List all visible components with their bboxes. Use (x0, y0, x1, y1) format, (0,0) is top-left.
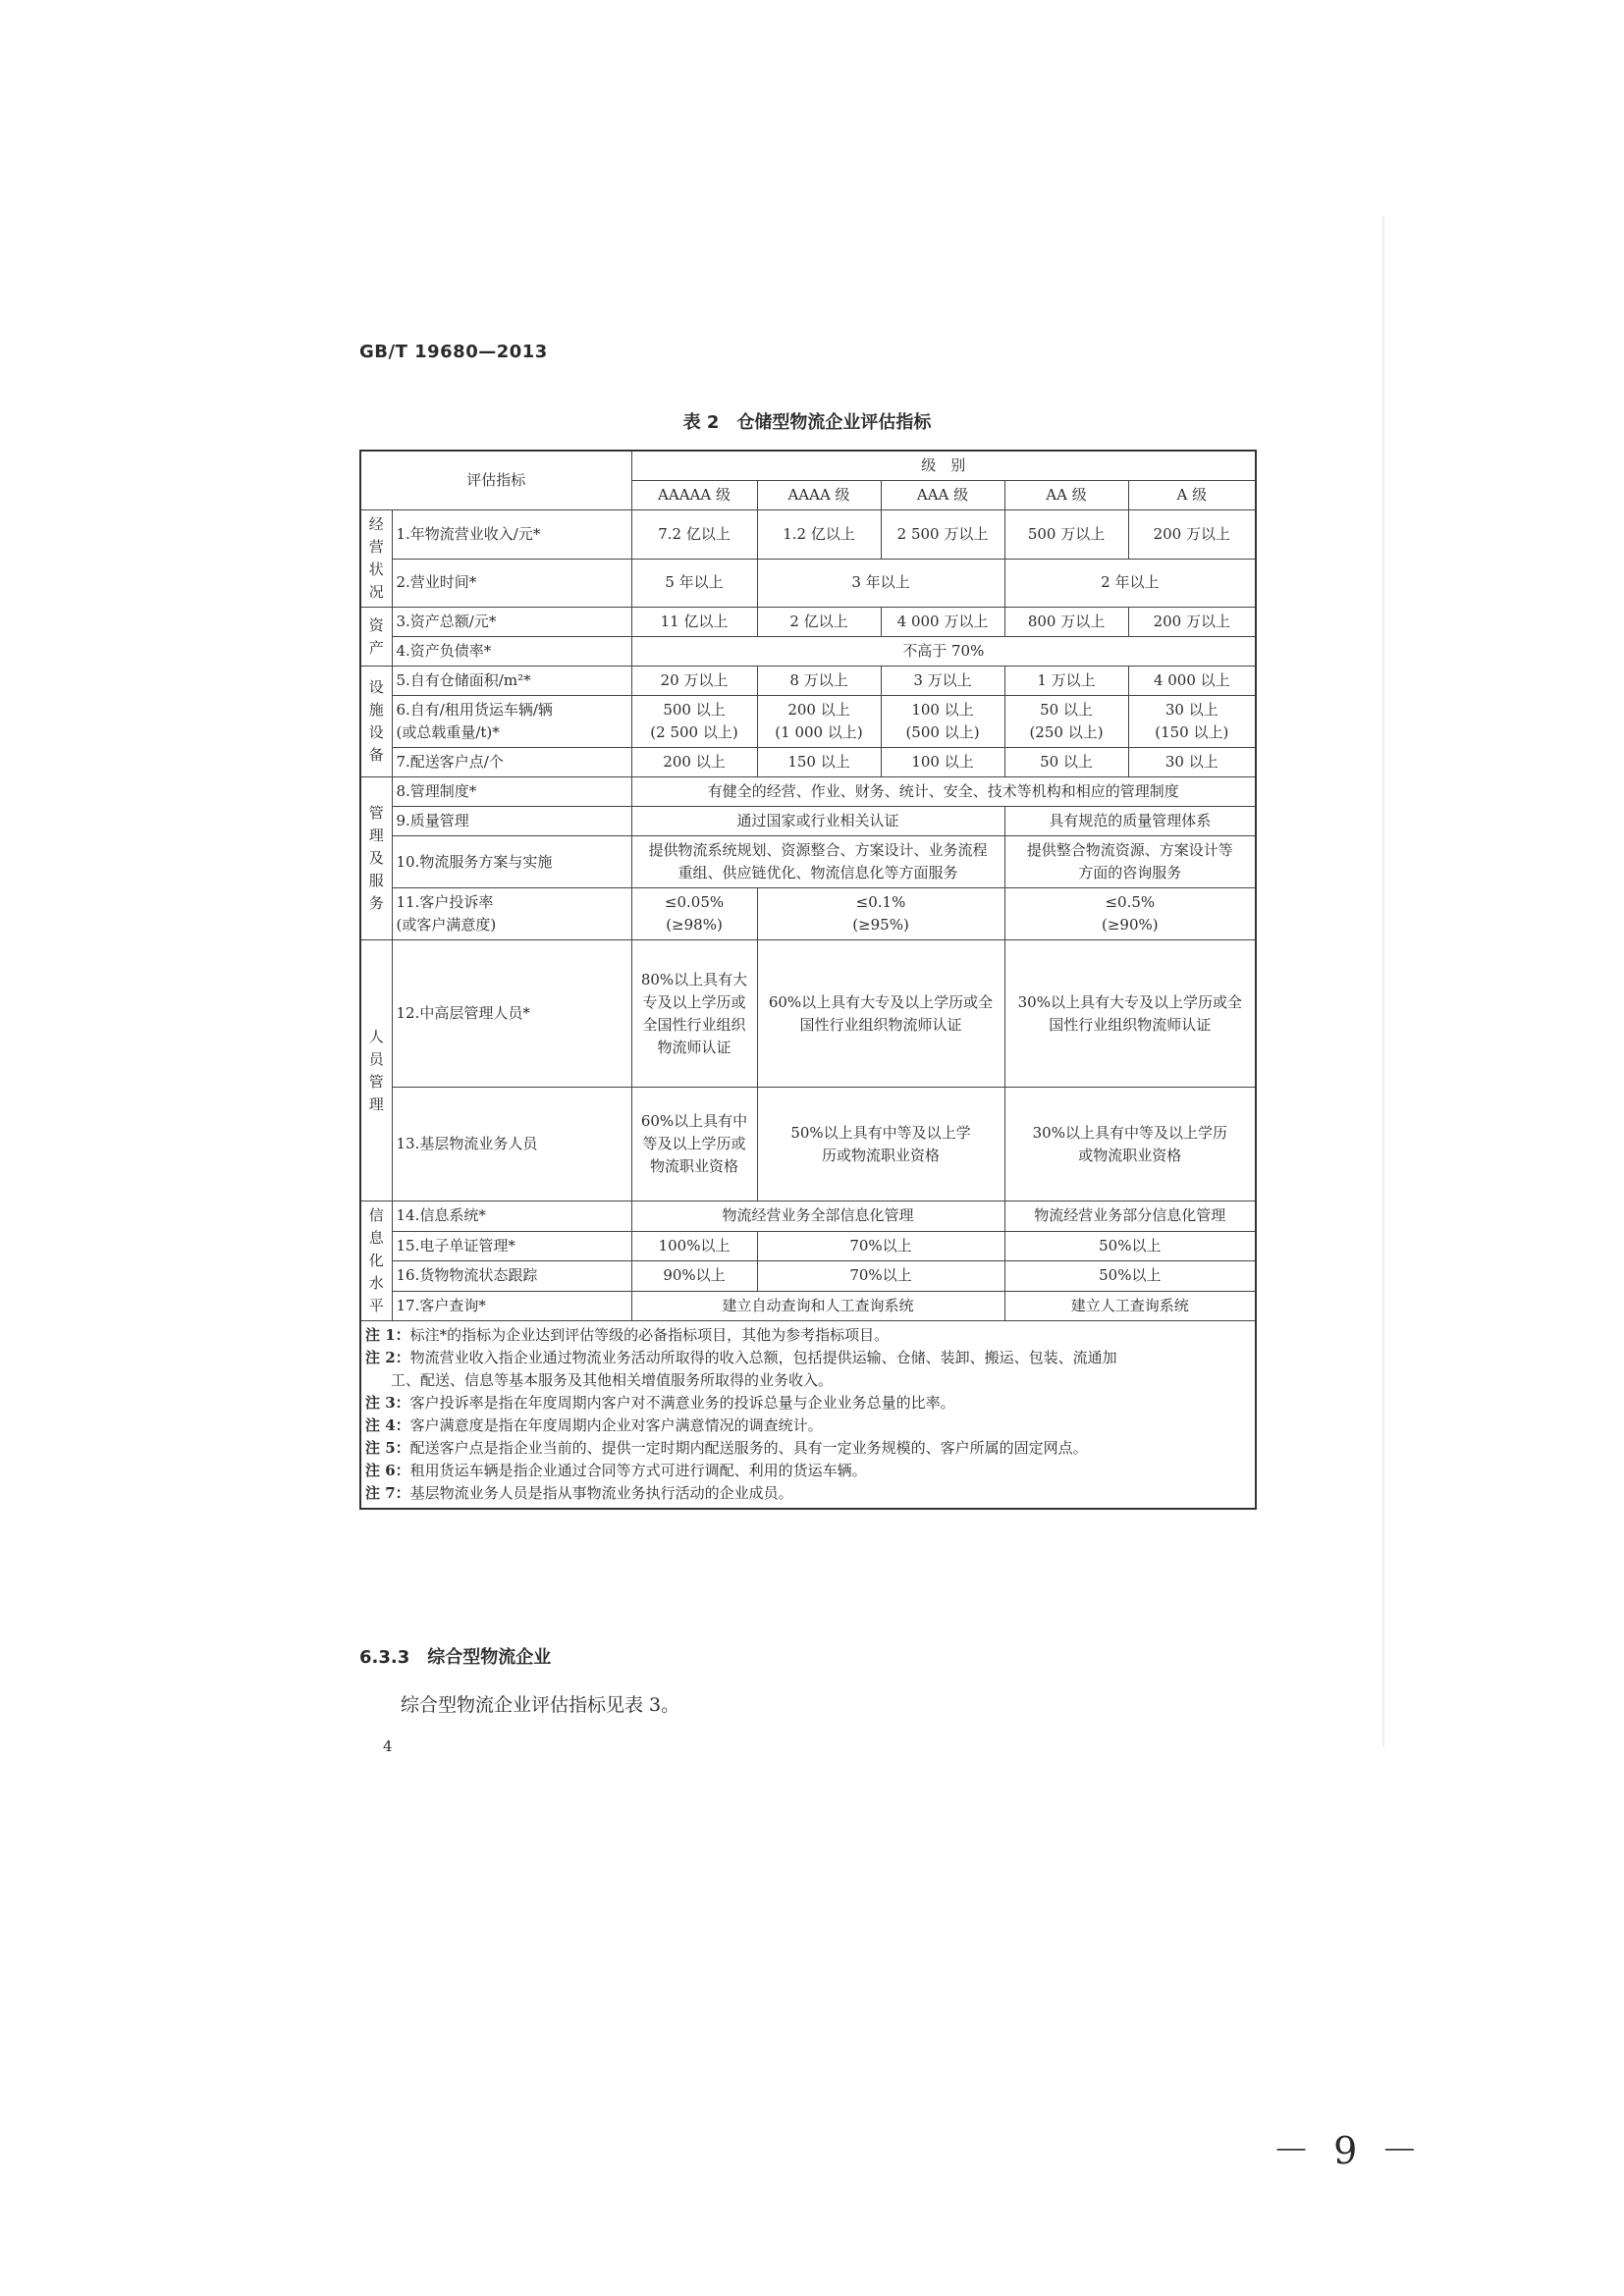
table-cell: 8 万以上 (757, 667, 881, 696)
table-cell: 500 万以上 (1004, 510, 1128, 560)
table-cell: 不高于 70% (631, 637, 1256, 667)
table-cell: 物流经营业务全部信息化管理 (631, 1201, 1004, 1232)
table-cell: 50 以上 (1004, 748, 1128, 777)
cell-line: 50 以上 (1040, 701, 1093, 719)
note-6 (365, 1460, 1251, 1482)
table-cell: 具有规范的质量管理体系 (1004, 807, 1256, 836)
note-text: 基层物流业务人员是指从事物流业务执行活动的企业成员。 (409, 1484, 793, 1502)
table-row (360, 510, 1256, 560)
indicator-label: 9.质量管理 (392, 807, 631, 836)
table-cell (1004, 888, 1256, 940)
table-cell: 60%以上具有中等及以上学历或物流职业资格 (631, 1088, 757, 1201)
table-cell: 50%以上具有中等及以上学历或物流职业资格 (757, 1088, 1004, 1201)
cell-line: (≥90%) (1101, 916, 1159, 934)
table-cell: 50%以上 (1004, 1261, 1256, 1292)
table-cell: 物流经营业务部分信息化管理 (1004, 1201, 1256, 1232)
note-label: 注 5： (365, 1439, 410, 1457)
category-information: 信息化水平 (360, 1201, 392, 1321)
table-cell: 提供整合物流资源、方案设计等方面的咨询服务 (1004, 836, 1256, 888)
indicator-label (392, 696, 631, 748)
table-caption: 表 2 仓储型物流企业评估指标 (682, 412, 932, 433)
category-assets: 资产 (360, 608, 392, 667)
notes-row (360, 1321, 1256, 1510)
cell-line: 200 以上 (787, 701, 850, 719)
indicator-label: 12.中高层管理人员* (392, 940, 631, 1088)
note-label: 注 4： (365, 1416, 410, 1434)
table-row (360, 1291, 1256, 1321)
table-cell: 90%以上 (631, 1261, 757, 1292)
note-1 (365, 1324, 1251, 1347)
category-personnel: 人员管理 (360, 940, 392, 1201)
cell-line: ≤0.05% (664, 893, 725, 911)
page-number-small: 4 (383, 1737, 393, 1755)
table-cell: 70%以上 (757, 1231, 1004, 1261)
table-cell: 50%以上 (1004, 1231, 1256, 1261)
table-cell: 20 万以上 (631, 667, 757, 696)
note-label: 注 6： (365, 1462, 410, 1479)
cell-line: (2 500 以上) (650, 723, 738, 741)
table-cell: 100 以上 (881, 748, 1004, 777)
indicator-label (392, 888, 631, 940)
indicator-label: 10.物流服务方案与实施 (392, 836, 631, 888)
indicator-label: 16.货物物流状态跟踪 (392, 1261, 631, 1292)
category-facilities: 设施设备 (360, 667, 392, 777)
table-cell (881, 696, 1004, 748)
table-row (360, 637, 1256, 667)
indicator-label-line: (或总载重量/t)* (396, 723, 500, 741)
table-row (360, 559, 1256, 608)
indicator-label: 4.资产负债率* (392, 637, 631, 667)
table-row (360, 1231, 1256, 1261)
header-indicator: 评估指标 (360, 451, 631, 510)
note-text: 租用货运车辆是指企业通过合同等方式可进行调配、利用的货运车辆。 (409, 1462, 867, 1479)
section-heading: 6.3.3 综合型物流企业 (359, 1647, 552, 1668)
table-cell: 3 万以上 (881, 667, 1004, 696)
header-level-aaa: AAA 级 (881, 481, 1004, 510)
cell-line: ≤0.5% (1105, 893, 1156, 911)
table-cell: 60%以上具有大专及以上学历或全国性行业组织物流师认证 (757, 940, 1004, 1088)
note-text: 配送客户点是指企业当前的、提供一定时期内配送服务的、具有一定业务规模的、客户所属的固定网点。 (409, 1439, 1088, 1457)
table-row (360, 1201, 1256, 1232)
category-operation: 经营状况 (360, 510, 392, 608)
indicator-label: 14.信息系统* (392, 1201, 631, 1232)
note-label: 注 7： (365, 1484, 410, 1502)
table-cell: 30%以上具有大专及以上学历或全国性行业组织物流师认证 (1004, 940, 1256, 1088)
cell-line: (≥95%) (852, 916, 909, 934)
table-row (360, 608, 1256, 637)
header-level-aaaa: AAAA 级 (757, 481, 881, 510)
table-cell: 提供物流系统规划、资源整合、方案设计、业务流程重组、供应链优化、物流信息化等方面服务 (631, 836, 1004, 888)
table-cell: 1.2 亿以上 (757, 510, 881, 560)
table-cell (631, 888, 757, 940)
table-row (360, 777, 1256, 807)
table-row (360, 1088, 1256, 1201)
indicator-label: 1.年物流营业收入/元* (392, 510, 631, 560)
header-level-aa: AA 级 (1004, 481, 1128, 510)
table-notes (360, 1321, 1256, 1510)
note-text: 标注*的指标为企业达到评估等级的必备指标项目，其他为参考指标项目。 (409, 1326, 890, 1344)
table-cell (757, 888, 1004, 940)
table-cell: 通过国家或行业相关认证 (631, 807, 1004, 836)
note-5 (365, 1437, 1251, 1460)
note-text: 客户投诉率是指在年度周期内客户对不满意业务的投诉总量与企业业务总量的比率。 (409, 1394, 955, 1412)
table-cell (1128, 696, 1256, 748)
cell-line: (150 以上) (1155, 723, 1229, 741)
page-number-big: － 9 － (1272, 2129, 1425, 2172)
table-cell: 4 000 万以上 (881, 608, 1004, 637)
table-cell: 1 万以上 (1004, 667, 1128, 696)
table-cell: 2 500 万以上 (881, 510, 1004, 560)
table-cell: 200 以上 (631, 748, 757, 777)
table-cell: 4 000 以上 (1128, 667, 1256, 696)
cell-line: ≤0.1% (855, 893, 906, 911)
category-management: 管理及服务 (360, 777, 392, 940)
table-cell (1004, 696, 1128, 748)
evaluation-table (359, 450, 1257, 1510)
note-label: 注 2： (365, 1349, 410, 1366)
table-cell: 150 以上 (757, 748, 881, 777)
table-cell: 200 万以上 (1128, 608, 1256, 637)
table-row (360, 748, 1256, 777)
indicator-label: 3.资产总额/元* (392, 608, 631, 637)
section-body: 综合型物流企业评估指标见表 3。 (401, 1694, 680, 1716)
note-label: 注 3： (365, 1394, 410, 1412)
table-cell: 建立人工查询系统 (1004, 1291, 1256, 1321)
table-row (360, 696, 1256, 748)
standard-code: GB/T 19680—2013 (359, 342, 548, 362)
header-row-1 (360, 451, 1256, 481)
indicator-label: 13.基层物流业务人员 (392, 1088, 631, 1201)
indicator-label-line: (或客户满意度) (396, 916, 497, 934)
table-row (360, 1261, 1256, 1292)
header-level-aaaaa: AAAAA 级 (631, 481, 757, 510)
table-cell: 11 亿以上 (631, 608, 757, 637)
indicator-label: 7.配送客户点/个 (392, 748, 631, 777)
table-row (360, 888, 1256, 940)
header-level-group: 级 别 (631, 451, 1256, 481)
note-4 (365, 1415, 1251, 1437)
indicator-label-line: 11.客户投诉率 (396, 893, 494, 911)
table-cell: 800 万以上 (1004, 608, 1128, 637)
scan-edge-line (1382, 216, 1384, 1747)
table-cell: 70%以上 (757, 1261, 1004, 1292)
table-cell: 30 以上 (1128, 748, 1256, 777)
table-cell: 30%以上具有中等及以上学历或物流职业资格 (1004, 1088, 1256, 1201)
cell-line: (1 000 以上) (775, 723, 863, 741)
table-row (360, 836, 1256, 888)
note-label: 注 1： (365, 1326, 410, 1344)
cell-line: (250 以上) (1029, 723, 1104, 741)
note-7 (365, 1482, 1251, 1505)
note-2 (365, 1347, 1251, 1369)
note-2-continued: 工、配送、信息等基本服务及其他相关增值服务所取得的业务收入。 (391, 1371, 834, 1389)
table-cell: 100%以上 (631, 1231, 757, 1261)
table-cell: 2 年以上 (1004, 559, 1256, 608)
table-cell: 80%以上具有大专及以上学历或全国性行业组织物流师认证 (631, 940, 757, 1088)
table-cell: 建立自动查询和人工查询系统 (631, 1291, 1004, 1321)
cell-line: 100 以上 (911, 701, 974, 719)
table-cell: 7.2 亿以上 (631, 510, 757, 560)
cell-line: 30 以上 (1164, 701, 1218, 719)
cell-line: (≥98%) (666, 916, 723, 934)
header-level-a: A 级 (1128, 481, 1256, 510)
table-cell: 200 万以上 (1128, 510, 1256, 560)
table-cell: 3 年以上 (757, 559, 1004, 608)
table-cell (757, 696, 881, 748)
cell-line: 500 以上 (663, 701, 726, 719)
cell-line: (500 以上) (905, 723, 980, 741)
indicator-label: 5.自有仓储面积/m²* (392, 667, 631, 696)
table-row (360, 667, 1256, 696)
note-3 (365, 1392, 1251, 1415)
table-cell: 有健全的经营、作业、财务、统计、安全、技术等机构和相应的管理制度 (631, 777, 1256, 807)
indicator-label: 2.营业时间* (392, 559, 631, 608)
table-cell: 5 年以上 (631, 559, 757, 608)
indicator-label-line: 6.自有/租用货运车辆/辆 (396, 701, 553, 719)
table-cell (631, 696, 757, 748)
table-cell: 2 亿以上 (757, 608, 881, 637)
indicator-label: 8.管理制度* (392, 777, 631, 807)
table-row (360, 807, 1256, 836)
indicator-label: 15.电子单证管理* (392, 1231, 631, 1261)
indicator-label: 17.客户查询* (392, 1291, 631, 1321)
note-text: 物流营业收入指企业通过物流业务活动所取得的收入总额，包括提供运输、仓储、装卸、搬运、包装、流通加 (409, 1349, 1117, 1366)
table-row (360, 940, 1256, 1088)
note-text: 客户满意度是指在年度周期内企业对客户满意情况的调查统计。 (409, 1416, 823, 1434)
